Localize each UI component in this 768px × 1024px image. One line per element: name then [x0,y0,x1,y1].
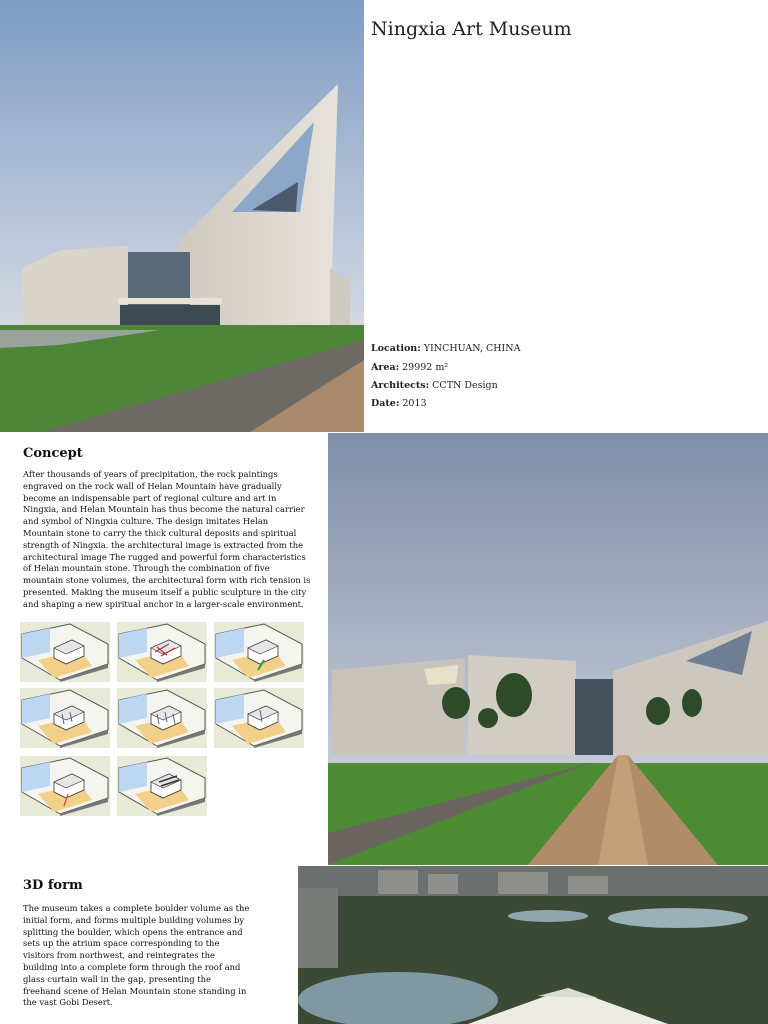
diagram-step-4 [20,688,110,748]
photo-museum-front-path [328,433,768,865]
meta-date [371,398,427,409]
form3d-heading: 3D form [23,878,83,893]
diagram-step-2 [117,622,207,682]
diagram-step-1 [20,622,110,682]
diagram-step-8 [117,756,207,816]
photo-aerial-view [298,866,768,1024]
meta-date-label: Date: [371,398,400,409]
diagram-step-5 [117,688,207,748]
diagram-step-7 [20,756,110,816]
meta-date-value: 2013 [399,398,427,409]
diagram-step-3 [214,622,304,682]
meta-architects-label: Architects: [371,380,430,391]
meta-location-label: Location: [371,343,421,354]
meta-architects [371,380,498,391]
concept-body: After thousands of years of precipitation, the rock paintings engraved on the rock wall of Helan Mountain have gradually become an indispensable part of regional culture and art in Ningxia, and Helan Mountain has thus become the natural carrier and symbol of Ningxia culture. The design imitates Helan Mountain stone to carry the thick cultural deposits and spiritual strength of Ningxia. the architectural image is extracted from the architectural image The rugged and powerful form characteristics of Helan mountain stone. Through the combination of five mountain stone volumes, the architectural form with rich tension is presented. Making the museum itself a public sculpture in the city and shaping a new spiritual anchor in a larger-scale environment. [23,469,311,609]
meta-location [371,343,520,354]
meta-area-label: Area: [371,362,400,373]
hero-photo-museum-exterior [0,0,364,432]
meta-area [371,362,448,373]
diagram-step-6 [214,688,304,748]
meta-location-value: YINCHUAN, CHINA [420,343,521,354]
form3d-body: The museum takes a complete boulder volume as the initial form, and forms multiple building volumes by splitting the boulder, which opens the entrance and sets up the atrium space corresponding to the visitors from northwest, and reintegrates the building into a complete form through the roof and glass curtain wall in the gap, presenting the freehand scene of Helan Mountain stone standing in the vast Gobi Desert. [23,903,250,1008]
meta-area-value: 29992 m² [399,362,449,373]
meta-architects-value: CCTN Design [429,380,498,391]
page-title: Ningxia Art Museum [371,18,572,40]
concept-heading: Concept [23,446,83,461]
